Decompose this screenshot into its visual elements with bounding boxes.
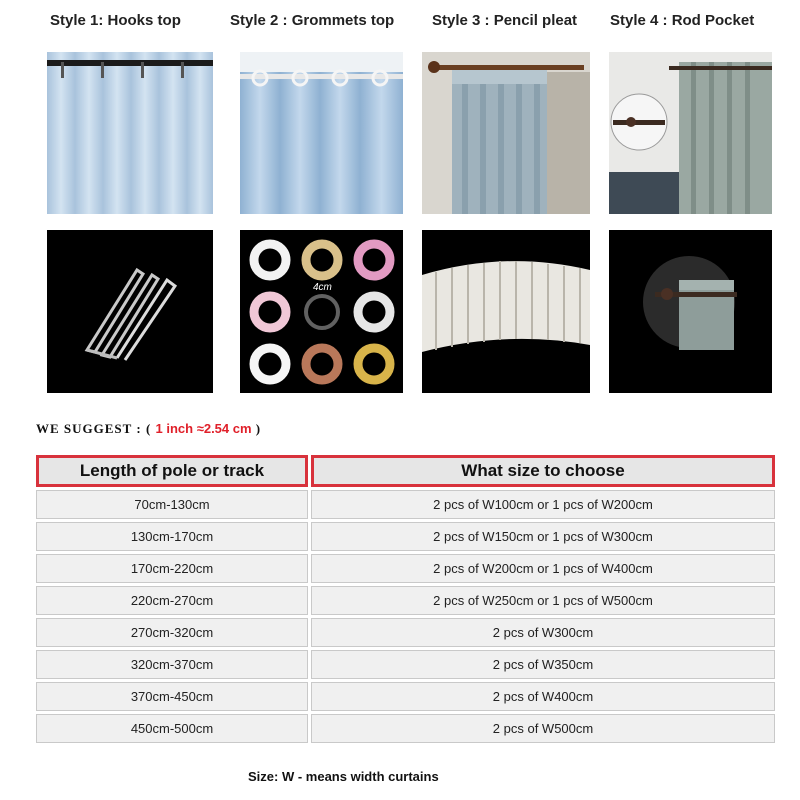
suggestion-label: WE SUGGEST : [36,421,142,436]
hooks-top-curtain-photo [47,52,213,214]
table-row [36,490,775,519]
table-row [36,714,775,743]
table-row [36,522,775,551]
size-cell: 2 pcs of W100cm or 1 pcs of W200cm [311,490,775,519]
header-length: Length of pole or track [36,455,308,487]
pencil-pleat-tape-photo [422,230,590,393]
table-row [36,682,775,711]
size-cell: 2 pcs of W150cm or 1 pcs of W300cm [311,522,775,551]
pencil-pleat-curtain-photo [422,52,590,214]
length-cell: 170cm-220cm [36,554,308,583]
grommet-size-label: 4cm [313,282,332,293]
table-row [36,554,775,583]
style-3-title: Style 3 : Pencil pleat [432,12,578,29]
length-cell: 370cm-450cm [36,682,308,711]
size-cell: 2 pcs of W350cm [311,650,775,679]
width-footnote: Size: W - means width curtains [248,769,439,784]
length-cell: 320cm-370cm [36,650,308,679]
length-cell: 450cm-500cm [36,714,308,743]
size-cell: 2 pcs of W400cm [311,682,775,711]
header-size: What size to choose [311,455,775,487]
size-cell: 2 pcs of W500cm [311,714,775,743]
suggestion-open-paren: ( [145,421,152,436]
length-cell: 270cm-320cm [36,618,308,647]
curtain-hook-photo [47,230,213,393]
suggestion-close-paren: ) [255,421,262,436]
style-2-title: Style 2 : Grommets top [230,12,395,29]
rod-pocket-detail-photo [609,230,772,393]
size-cell: 2 pcs of W200cm or 1 pcs of W400cm [311,554,775,583]
length-cell: 130cm-170cm [36,522,308,551]
style-4-title: Style 4 : Rod Pocket [610,12,755,29]
style-1-title: Style 1: Hooks top [50,12,181,29]
grommet-rings-photo [240,230,403,393]
table-header-row [36,455,775,487]
inch-conversion: 1 inch ≈2.54 cm [155,421,252,436]
table-row [36,586,775,615]
grommets-top-curtain-photo [240,52,403,214]
rod-pocket-curtain-photo [609,52,772,214]
size-cell: 2 pcs of W300cm [311,618,775,647]
table-row [36,650,775,679]
table-row [36,618,775,647]
suggestion-line [36,421,261,437]
size-cell: 2 pcs of W250cm or 1 pcs of W500cm [311,586,775,615]
size-table [33,452,778,746]
length-cell: 220cm-270cm [36,586,308,615]
length-cell: 70cm-130cm [36,490,308,519]
